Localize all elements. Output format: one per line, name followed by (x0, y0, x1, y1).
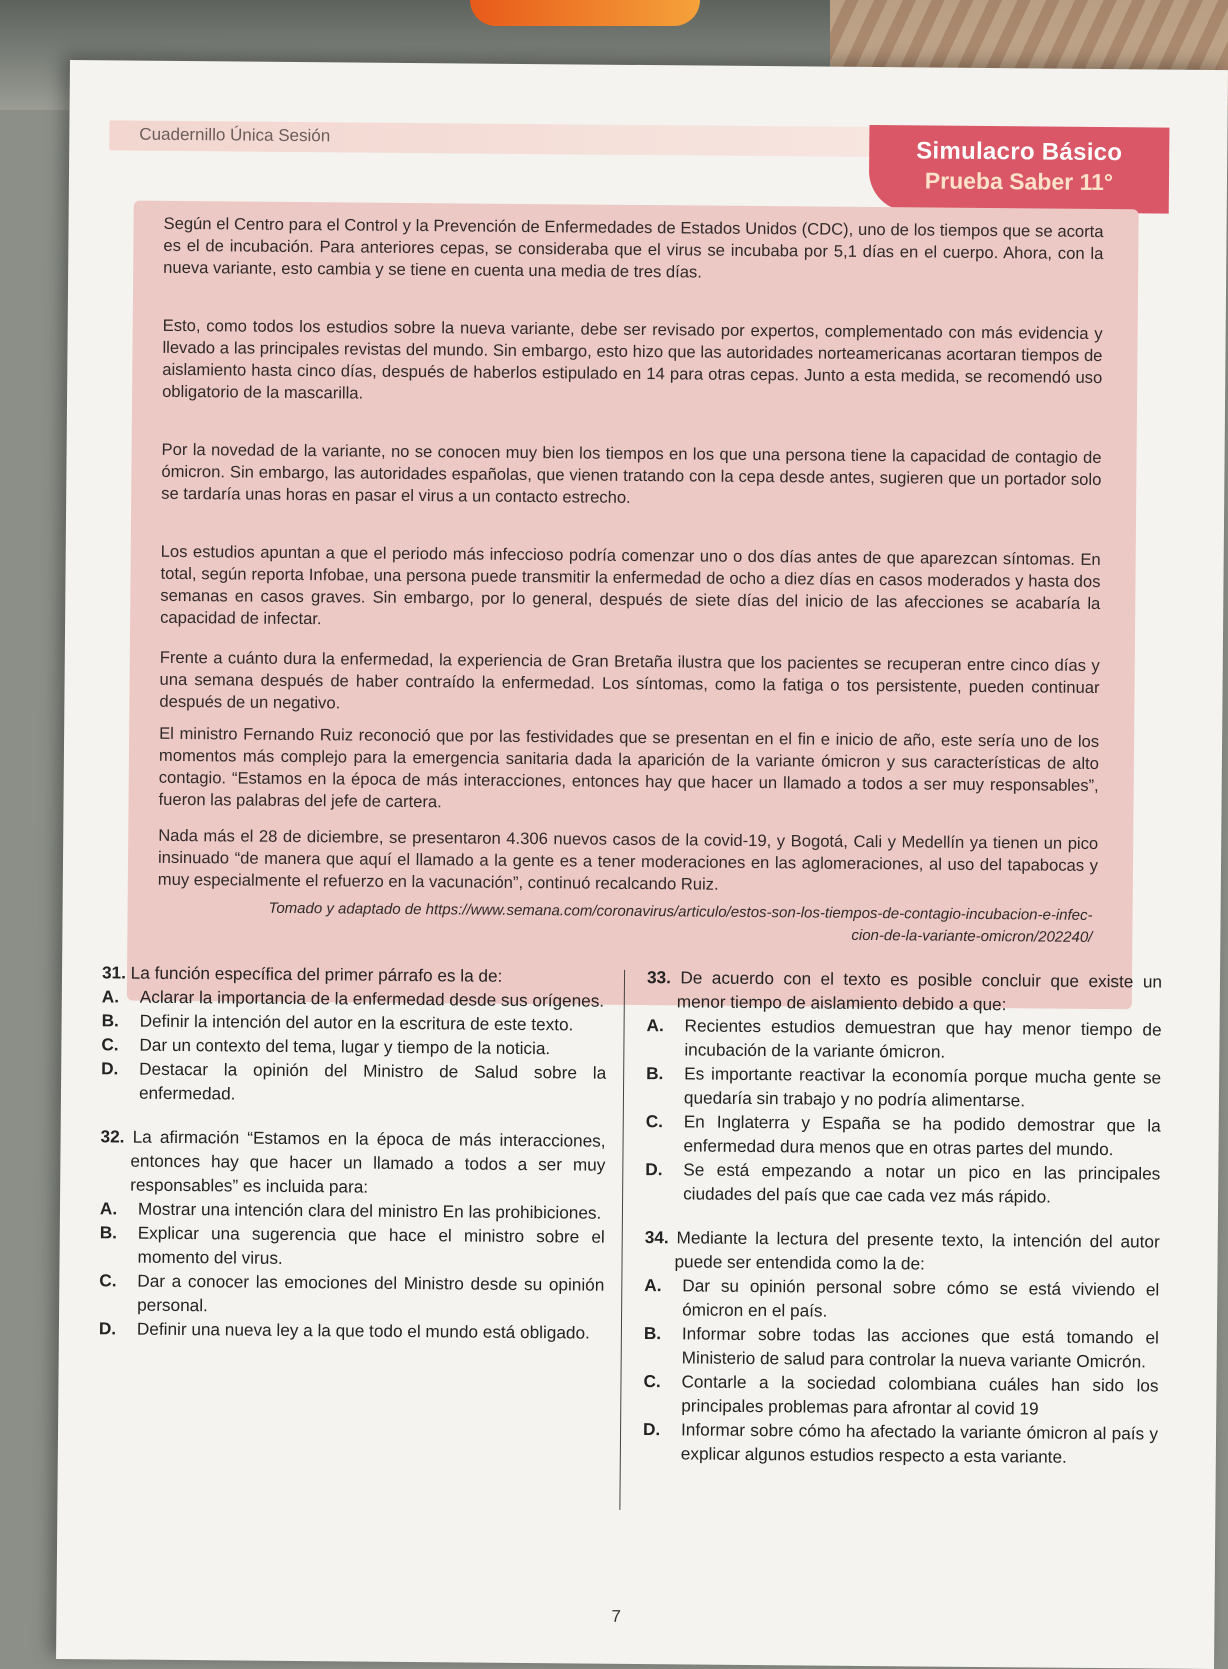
source-line: cion-de-la-variante-omicron/202240/ (851, 926, 1093, 946)
option-letter: A. (644, 1275, 662, 1296)
answer-option[interactable] (101, 1056, 606, 1108)
option-text: Contarle a la sociedad colombiana cuáles han sido los principales problemas para afrontar al covid 19 (681, 1371, 1159, 1419)
option-letter: C. (99, 1270, 117, 1291)
option-text: Explicar una sugerencia que hace el ministro sobre el momento del virus. (137, 1222, 605, 1268)
option-letter: B. (99, 1222, 118, 1243)
option-letter: B. (646, 1063, 664, 1084)
answer-option[interactable] (644, 1321, 1159, 1373)
option-letter: B. (101, 1010, 119, 1031)
option-letter: D. (101, 1058, 119, 1079)
option-letter: A. (101, 986, 120, 1007)
option-text: Informar sobre cómo ha afectado la variante ómicron al país y explicar algunos estudios respecto a esta variante. (680, 1419, 1159, 1467)
option-text: Definir una nueva ley a la que todo el mundo está obligado. (136, 1318, 590, 1343)
option-letter: B. (643, 1323, 662, 1344)
option-text: Dar su opinión personal sobre cómo se está viviendo el ómicron en el país. (682, 1275, 1160, 1321)
question-stem (644, 1225, 1159, 1277)
question-32 (99, 1124, 606, 1344)
option-text: Aclarar la importancia de la enfermedad desde sus orígenes. (139, 986, 605, 1011)
page-subtitle: Prueba Saber 11° (924, 167, 1114, 196)
questions-left-column (99, 960, 607, 1364)
question-text: La función específica del primer párrafo es la de: (130, 962, 503, 986)
question-number: 31. (101, 962, 127, 983)
question-stem (647, 965, 1162, 1017)
question-number: 34. (644, 1227, 669, 1248)
option-text: Se está empezando a notar un pico en las principales ciudades del país que cae cada vez más rápido. (683, 1159, 1161, 1207)
option-text: Destacar la opinión del Ministro de Salud sobre la enfermedad. (138, 1058, 607, 1104)
option-text: Recientes estudios demuestran que hay menor tiempo de incubación de la variante ómicron. (684, 1015, 1162, 1062)
source-line: Tomado y adaptado de https://www.semana.com/coronavirus/articulo/estos-son-los-tiempos-de-contagio-incubacion-e-infec- (268, 899, 1093, 924)
question-number: 32. (100, 1126, 125, 1147)
answer-option[interactable] (646, 1013, 1161, 1065)
answer-option[interactable] (99, 1268, 604, 1320)
option-text: Dar un contexto del tema, lugar y tiempo de la noticia. (139, 1034, 551, 1059)
reading-paragraph: Esto, como todos los estudios sobre la nueva variante, debe ser revisado por expertos, complementado con más evidencia y llevado a las principales revistas del mundo. Sin embargo, esto hizo que las autoridades norteamericanas acortaran tiempos de aislamiento hasta cinco días, después de haberlos estipulado en 14 para otras cepas. Junto a esta medida, se recomendó uso obligatorio de la mascarilla. (162, 315, 1103, 403)
background-object (470, 0, 700, 26)
page-title: Simulacro Básico (916, 137, 1123, 167)
reading-paragraph: Los estudios apuntan a que el periodo más infeccioso podría comenzar uno o dos días antes de que aparezcan síntomas. En total, según reporta Infobae, una persona puede transmitir la enfermedad de ocho a diez días en casos moderados y hasta dos semanas en casos graves. Sin embargo, por lo general, después de siete días del inicio de las afecciones se acabaría la capacidad de infectar. (160, 541, 1101, 629)
reading-paragraph: Nada más el 28 de diciembre, se presentaron 4.306 nuevos casos de la covid-19, y Bogotá, Cali y Medellín ya tienen un pico insinuado “de manera que aquí el llamado a la gente es a tener moderaciones en las aglomeraciones, al uso del tapabocas y muy especialmente el refuerzo en la vacunación”, continuó recalcando Ruiz. (157, 825, 1099, 894)
question-34 (643, 1225, 1160, 1469)
option-text: Es importante reactivar la economía porque mucha gente se quedaría sin trabajo y no podría alimentarse. (683, 1063, 1162, 1111)
option-letter: D. (98, 1318, 117, 1339)
answer-option[interactable] (645, 1157, 1160, 1209)
option-letter: A. (646, 1015, 664, 1036)
answer-option[interactable] (643, 1369, 1158, 1421)
option-letter: D. (642, 1419, 661, 1440)
answer-option[interactable] (644, 1273, 1159, 1325)
title-box (869, 125, 1170, 214)
reading-paragraph: Frente a cuánto dura la enfermedad, la experiencia de Gran Bretaña ilustra que los pacientes se recuperan entre cinco días y una semana después de haber contraído la enfermedad. Los síntomas, como la fatiga o tos persistente, pueden continuar después de un negativo. (159, 647, 1100, 713)
option-text: Mostrar una intención clara del ministro En las prohibiciones. (137, 1198, 602, 1223)
option-text: Dar a conocer las emociones del Ministro desde su opinión personal. (137, 1270, 605, 1316)
option-letter: A. (99, 1198, 118, 1219)
question-33 (645, 965, 1162, 1209)
option-letter: C. (101, 1034, 119, 1055)
option-letter: D. (645, 1159, 663, 1180)
source-citation (152, 897, 1092, 949)
option-text: En Inglaterra y España se ha podido demostrar que la enfermedad dura menos que en otras partes del mundo. (683, 1111, 1161, 1160)
questions-right-column (643, 965, 1163, 1489)
booklet-page (56, 60, 1228, 1669)
question-31 (101, 960, 607, 1108)
option-letter: C. (645, 1111, 664, 1132)
reading-paragraph: Según el Centro para el Control y la Prevención de Enfermedades de Estados Unidos (CDC), uno de los tiempos que se acorta es el de incubación. Para anteriores cepas, se consideraba que el virus se incubaba por 5,1 días en el cuerpo. Ahora, con la nueva variante, esto cambia y se tiene en cuenta una media de tres días. (163, 213, 1104, 282)
answer-option[interactable] (645, 1109, 1160, 1161)
column-divider (619, 970, 625, 1510)
question-text: La afirmación “Estamos en la época de más interacciones, entonces hay que hacer un llamado a todos a ser muy responsables” es incluida para: (130, 1126, 606, 1197)
question-number: 33. (646, 967, 672, 988)
option-text: Definir la intención del autor en la escritura de este texto. (139, 1010, 574, 1035)
booklet-label: Cuadernillo Única Sesión (139, 124, 331, 146)
answer-option[interactable] (643, 1417, 1158, 1469)
reading-paragraph: Por la novedad de la variante, no se conocen muy bien los tiempos en los que una persona tiene la capacidad de contagio de ómicron. Sin embargo, las autoridades españolas, que vienen tratando con la cepa desde antes, sugieren que un portador solo se tardaría unas horas en pasar el virus a un contacto estrecho. (161, 439, 1102, 507)
option-text: Informar sobre todas las acciones que está tomando el Ministerio de salud para controlar la nueva variante Omicrón. (681, 1323, 1159, 1372)
answer-option[interactable] (99, 1220, 604, 1272)
question-text: Mediante la lectura del presente texto, la intención del autor puede ser entendida como la de: (674, 1227, 1160, 1274)
page-number: 7 (611, 1606, 621, 1626)
reading-paragraph: El ministro Fernando Ruiz reconoció que por las festividades que se presentan en el fin e inicio de año, este sería uno de los momentos más complejo para la emergencia sanitaria dada la aparición de la variante ómicron y sus características de alto contagio. “Estamos en la época de más interacciones, entonces hay que hacer un llamado a todos a ser muy responsables”, fueron las palabras del jefe de cartera. (158, 723, 1100, 812)
question-text: De acuerdo con el texto es posible concluir que existe un menor tiempo de aislamiento debido a que: (676, 967, 1163, 1015)
option-letter: C. (643, 1371, 661, 1392)
question-stem (100, 1124, 606, 1200)
answer-option[interactable] (99, 1316, 604, 1344)
answer-option[interactable] (646, 1061, 1161, 1113)
